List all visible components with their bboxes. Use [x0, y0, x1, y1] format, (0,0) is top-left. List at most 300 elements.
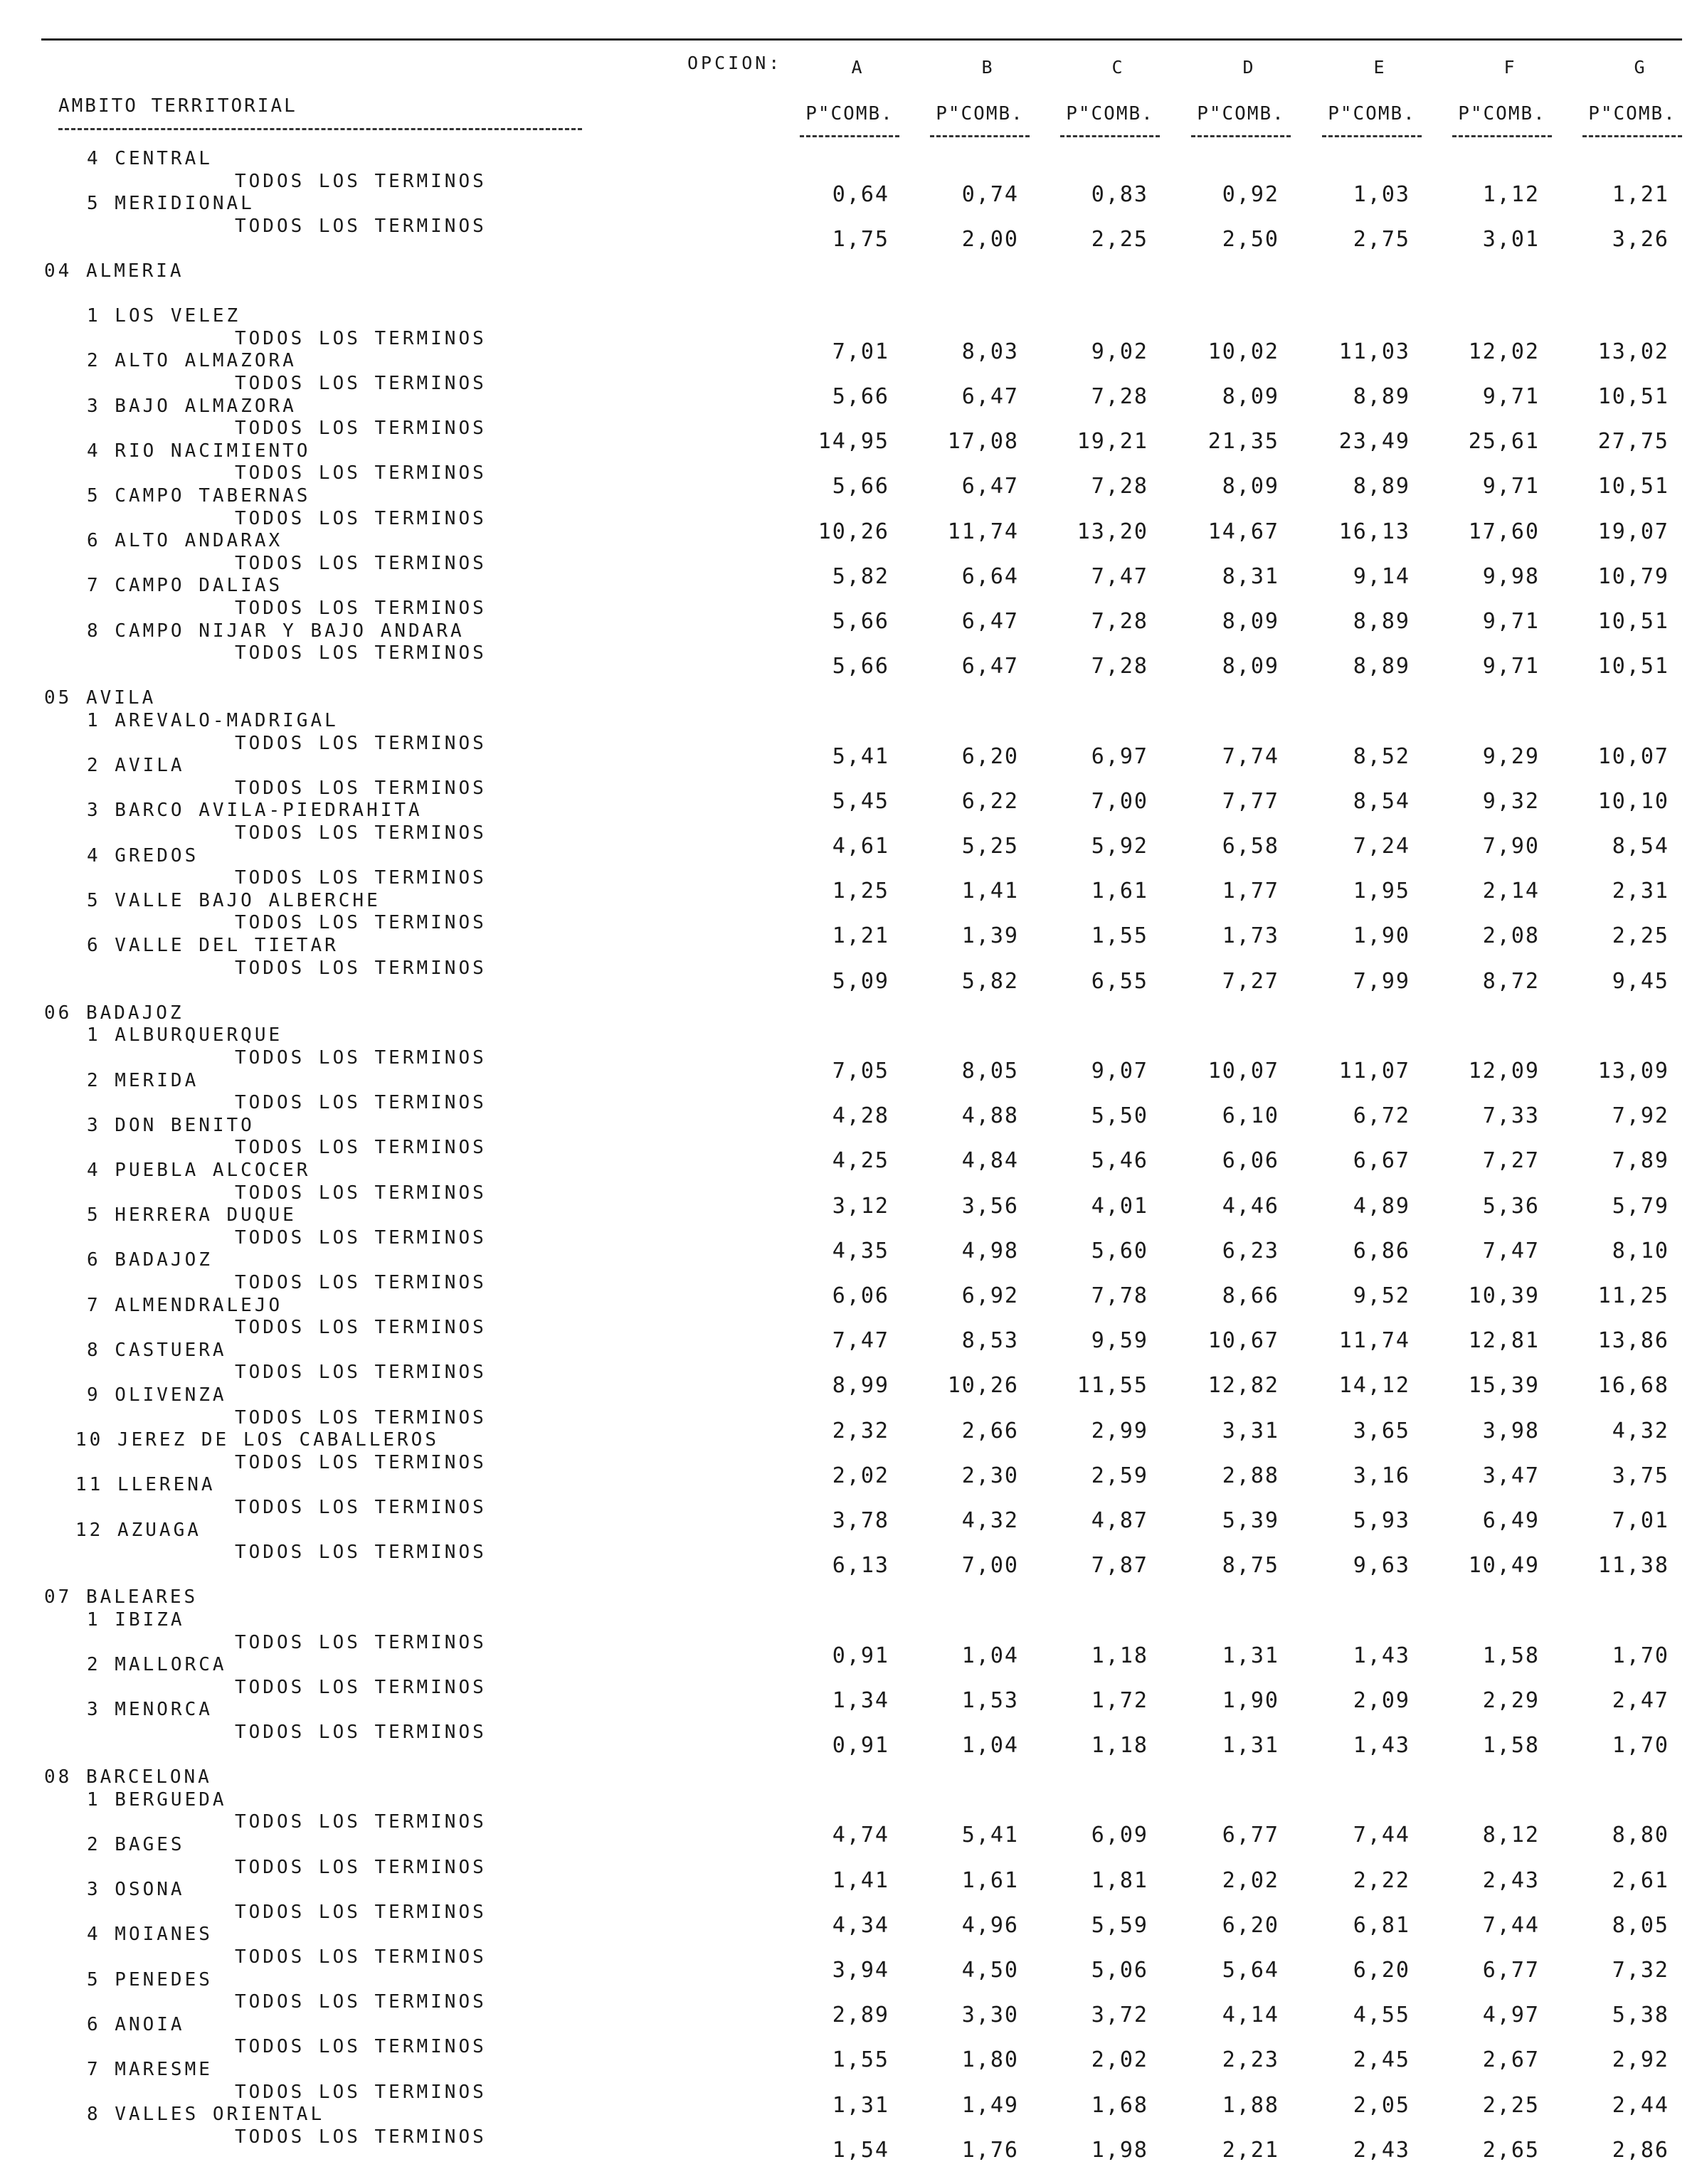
value-cell-b: 8,03 [961, 339, 1019, 364]
column-letter-g: G [1634, 57, 1645, 78]
value-cell-b: 4,32 [961, 1508, 1019, 1533]
value-cell-f: 25,61 [1468, 429, 1540, 454]
value-cell-e: 23,49 [1338, 429, 1410, 454]
province-heading [0, 260, 1702, 289]
column-underline-d [1191, 135, 1291, 137]
value-cell-e: 11,07 [1338, 1059, 1410, 1083]
value-cell-d: 1,73 [1222, 923, 1279, 948]
value-cell-c: 7,00 [1091, 789, 1148, 814]
value-cell-a: 1,31 [832, 2093, 889, 2118]
column-underline-e [1322, 135, 1422, 137]
table-row [0, 642, 1702, 679]
region-name: 8 VALLES ORIENTAL [87, 2104, 325, 2125]
value-cell-f: 15,39 [1468, 1373, 1540, 1398]
value-cell-g: 2,44 [1612, 2093, 1669, 2118]
region-name: 4 MOIANES [87, 1924, 213, 1945]
value-cell-c: 1,68 [1091, 2093, 1148, 2118]
value-cell-d: 8,09 [1222, 474, 1279, 499]
value-cell-a: 0,64 [832, 182, 889, 207]
value-cell-c: 5,06 [1091, 1958, 1148, 1983]
value-cell-b: 1,04 [961, 1643, 1019, 1668]
value-cell-g: 5,79 [1612, 1194, 1669, 1219]
value-cell-b: 11,74 [947, 519, 1019, 544]
column-sub-g: P"COMB. [1588, 103, 1676, 124]
value-cell-f: 10,39 [1468, 1283, 1540, 1308]
terminos-label: TODOS LOS TERMINOS [235, 1902, 487, 1923]
value-cell-f: 3,98 [1482, 1419, 1540, 1443]
value-cell-d: 6,20 [1222, 1913, 1279, 1938]
province-name: 08 BARCELONA [44, 1766, 212, 1788]
value-cell-e: 1,95 [1353, 879, 1410, 903]
value-cell-a: 5,82 [832, 564, 889, 589]
value-cell-f: 1,12 [1482, 182, 1540, 207]
value-cell-b: 6,92 [961, 1283, 1019, 1308]
value-cell-d: 8,09 [1222, 654, 1279, 679]
value-cell-e: 6,81 [1353, 1913, 1410, 1938]
terminos-label: TODOS LOS TERMINOS [235, 328, 487, 349]
region-name: 6 VALLE DEL TIETAR [87, 935, 339, 956]
value-cell-b: 4,96 [961, 1913, 1019, 1938]
value-cell-d: 1,31 [1222, 1643, 1279, 1668]
value-cell-c: 2,25 [1091, 227, 1148, 252]
value-cell-a: 2,89 [832, 2003, 889, 2027]
value-cell-a: 0,91 [832, 1733, 889, 1758]
column-sub-f: P"COMB. [1458, 103, 1546, 124]
value-cell-d: 8,31 [1222, 564, 1279, 589]
value-cell-b: 6,47 [961, 654, 1019, 679]
terminos-label: TODOS LOS TERMINOS [235, 1227, 487, 1249]
value-cell-d: 6,10 [1222, 1103, 1279, 1128]
province-name: 06 BADAJOZ [44, 1002, 184, 1024]
value-cell-d: 4,46 [1222, 1194, 1279, 1219]
value-cell-g: 3,75 [1612, 1463, 1669, 1488]
value-cell-c: 7,87 [1091, 1553, 1148, 1578]
terminos-label: TODOS LOS TERMINOS [235, 2082, 487, 2103]
value-cell-b: 10,26 [947, 1373, 1019, 1398]
value-cell-f: 7,44 [1482, 1913, 1540, 1938]
value-cell-g: 9,45 [1612, 969, 1669, 994]
value-cell-a: 7,01 [832, 339, 889, 364]
value-cell-a: 1,21 [832, 923, 889, 948]
terminos-label: TODOS LOS TERMINOS [235, 642, 487, 664]
value-cell-a: 2,32 [832, 1419, 889, 1443]
value-cell-g: 10,51 [1597, 474, 1669, 499]
value-cell-c: 9,59 [1091, 1328, 1148, 1353]
value-cell-b: 4,84 [961, 1148, 1019, 1173]
value-cell-d: 2,21 [1222, 2138, 1279, 2163]
value-cell-e: 3,65 [1353, 1419, 1410, 1443]
value-cell-e: 6,20 [1353, 1958, 1410, 1983]
value-cell-e: 9,63 [1353, 1553, 1410, 1578]
value-cell-f: 5,36 [1482, 1194, 1540, 1219]
value-cell-a: 1,41 [832, 1868, 889, 1893]
value-cell-f: 2,29 [1482, 1688, 1540, 1713]
value-cell-d: 10,02 [1207, 339, 1279, 364]
column-letter-f: F [1503, 57, 1515, 78]
value-cell-e: 11,03 [1338, 339, 1410, 364]
value-cell-d: 7,77 [1222, 789, 1279, 814]
value-cell-e: 14,12 [1338, 1373, 1410, 1398]
value-cell-d: 14,67 [1207, 519, 1279, 544]
terminos-label: TODOS LOS TERMINOS [235, 1137, 487, 1158]
value-cell-g: 2,86 [1612, 2138, 1669, 2163]
region-name: 12 AZUAGA [75, 1520, 201, 1541]
value-cell-a: 4,25 [832, 1148, 889, 1173]
value-cell-e: 2,09 [1353, 1688, 1410, 1713]
column-sub-b: P"COMB. [936, 103, 1024, 124]
value-cell-b: 6,20 [961, 744, 1019, 769]
value-cell-f: 2,65 [1482, 2138, 1540, 2163]
value-cell-g: 4,32 [1612, 1419, 1669, 1443]
value-cell-e: 2,45 [1353, 2047, 1410, 2072]
terminos-label: TODOS LOS TERMINOS [235, 1811, 487, 1833]
region-name: 5 MERIDIONAL [87, 193, 255, 214]
value-cell-a: 5,66 [832, 609, 889, 634]
value-cell-b: 5,82 [961, 969, 1019, 994]
value-cell-a: 1,54 [832, 2138, 889, 2163]
ambito-underline [58, 128, 582, 130]
value-cell-f: 12,02 [1468, 339, 1540, 364]
value-cell-c: 7,28 [1091, 384, 1148, 409]
value-cell-b: 6,47 [961, 474, 1019, 499]
column-letter-b: B [981, 57, 993, 78]
value-cell-d: 7,27 [1222, 969, 1279, 994]
value-cell-b: 6,47 [961, 609, 1019, 634]
value-cell-c: 9,02 [1091, 339, 1148, 364]
value-cell-b: 5,41 [961, 1823, 1019, 1848]
value-cell-g: 8,10 [1612, 1239, 1669, 1263]
value-cell-f: 8,12 [1482, 1823, 1540, 1848]
value-cell-c: 5,60 [1091, 1239, 1148, 1263]
value-cell-f: 9,71 [1482, 654, 1540, 679]
column-underline-c [1060, 135, 1160, 137]
terminos-label: TODOS LOS TERMINOS [235, 778, 487, 799]
terminos-label: TODOS LOS TERMINOS [235, 1632, 487, 1653]
terminos-label: TODOS LOS TERMINOS [235, 462, 487, 484]
value-cell-g: 7,32 [1612, 1958, 1669, 1983]
region-name: 3 DON BENITO [87, 1115, 255, 1136]
value-cell-c: 6,55 [1091, 969, 1148, 994]
value-cell-e: 6,72 [1353, 1103, 1410, 1128]
region-name: 2 MERIDA [87, 1070, 199, 1091]
region-name: 4 PUEBLA ALCOCER [87, 1160, 311, 1181]
value-cell-a: 7,47 [832, 1328, 889, 1353]
value-cell-f: 17,60 [1468, 519, 1540, 544]
terminos-label: TODOS LOS TERMINOS [235, 598, 487, 619]
terminos-label: TODOS LOS TERMINOS [235, 508, 487, 529]
column-letter-e: E [1373, 57, 1385, 78]
value-cell-e: 4,89 [1353, 1194, 1410, 1219]
value-cell-c: 3,72 [1091, 2003, 1148, 2027]
value-cell-b: 7,00 [961, 1553, 1019, 1578]
value-cell-e: 7,99 [1353, 969, 1410, 994]
value-cell-d: 12,82 [1207, 1373, 1279, 1398]
value-cell-d: 4,14 [1222, 2003, 1279, 2027]
value-cell-e: 1,90 [1353, 923, 1410, 948]
value-cell-f: 6,77 [1482, 1958, 1540, 1983]
value-cell-f: 9,71 [1482, 609, 1540, 634]
value-cell-a: 8,99 [832, 1373, 889, 1398]
terminos-label: TODOS LOS TERMINOS [235, 1047, 487, 1069]
value-cell-f: 6,49 [1482, 1508, 1540, 1533]
value-cell-c: 1,61 [1091, 879, 1148, 903]
terminos-label: TODOS LOS TERMINOS [235, 553, 487, 574]
value-cell-c: 11,55 [1077, 1373, 1148, 1398]
value-cell-a: 5,66 [832, 654, 889, 679]
value-cell-b: 1,41 [961, 879, 1019, 903]
province-name: 05 AVILA [44, 687, 157, 709]
value-cell-g: 10,51 [1597, 609, 1669, 634]
region-name: 1 BERGUEDA [87, 1789, 227, 1811]
value-cell-d: 2,50 [1222, 227, 1279, 252]
region-name: 3 BAJO ALMAZORA [87, 396, 297, 417]
value-cell-a: 1,75 [832, 227, 889, 252]
value-cell-e: 9,14 [1353, 564, 1410, 589]
region-name: 11 LLERENA [75, 1474, 216, 1495]
value-cell-b: 4,88 [961, 1103, 1019, 1128]
value-cell-g: 13,02 [1597, 339, 1669, 364]
value-cell-a: 3,94 [832, 1958, 889, 1983]
value-cell-d: 1,31 [1222, 1733, 1279, 1758]
value-cell-b: 1,76 [961, 2138, 1019, 2163]
value-cell-a: 4,34 [832, 1913, 889, 1938]
value-cell-c: 7,28 [1091, 609, 1148, 634]
value-cell-d: 10,67 [1207, 1328, 1279, 1353]
province-name: 04 ALMERIA [44, 260, 184, 282]
value-cell-d: 21,35 [1207, 429, 1279, 454]
value-cell-g: 2,25 [1612, 923, 1669, 948]
value-cell-c: 2,02 [1091, 2047, 1148, 2072]
value-cell-c: 6,97 [1091, 744, 1148, 769]
region-name: 5 CAMPO TABERNAS [87, 485, 311, 507]
value-cell-d: 8,09 [1222, 384, 1279, 409]
value-cell-f: 7,90 [1482, 834, 1540, 859]
value-cell-d: 7,74 [1222, 744, 1279, 769]
region-name: 3 MENORCA [87, 1699, 213, 1720]
region-name: 10 JEREZ DE LOS CABALLEROS [75, 1429, 439, 1451]
value-cell-g: 7,92 [1612, 1103, 1669, 1128]
region-name: 1 ALBURQUERQUE [87, 1024, 283, 1046]
value-cell-e: 8,54 [1353, 789, 1410, 814]
column-letter-d: D [1242, 57, 1254, 78]
region-name: 3 BARCO AVILA-PIEDRAHITA [87, 800, 423, 821]
value-cell-c: 1,98 [1091, 2138, 1148, 2163]
value-cell-a: 1,34 [832, 1688, 889, 1713]
value-cell-c: 4,87 [1091, 1508, 1148, 1533]
value-cell-g: 2,31 [1612, 879, 1669, 903]
ambito-territorial-label: AMBITO TERRITORIAL [58, 95, 297, 117]
value-cell-e: 2,05 [1353, 2093, 1410, 2118]
value-cell-b: 1,80 [961, 2047, 1019, 2072]
value-cell-d: 5,64 [1222, 1958, 1279, 1983]
value-cell-b: 5,25 [961, 834, 1019, 859]
region-name: 2 AVILA [87, 755, 185, 776]
value-cell-g: 11,38 [1597, 1553, 1669, 1578]
value-cell-b: 2,00 [961, 227, 1019, 252]
column-sub-a: P"COMB. [805, 103, 894, 124]
value-cell-e: 2,43 [1353, 2138, 1410, 2163]
region-name: 5 HERRERA DUQUE [87, 1204, 297, 1226]
table-row [0, 2126, 1702, 2163]
value-cell-g: 2,61 [1612, 1868, 1669, 1893]
opcion-label: OPCION: [687, 53, 783, 73]
terminos-label: TODOS LOS TERMINOS [235, 1722, 487, 1743]
value-cell-c: 5,92 [1091, 834, 1148, 859]
value-cell-f: 1,58 [1482, 1643, 1540, 1668]
region-name: 8 CAMPO NIJAR Y BAJO ANDARA [87, 620, 465, 642]
terminos-label: TODOS LOS TERMINOS [235, 912, 487, 933]
terminos-label: TODOS LOS TERMINOS [235, 2036, 487, 2057]
terminos-label: TODOS LOS TERMINOS [235, 1092, 487, 1113]
value-cell-a: 6,13 [832, 1553, 889, 1578]
region-name: 3 OSONA [87, 1879, 185, 1900]
value-cell-a: 10,26 [818, 519, 889, 544]
terminos-label: TODOS LOS TERMINOS [235, 867, 487, 889]
value-cell-a: 4,28 [832, 1103, 889, 1128]
value-cell-a: 3,12 [832, 1194, 889, 1219]
value-cell-e: 11,74 [1338, 1328, 1410, 1353]
value-cell-d: 6,58 [1222, 834, 1279, 859]
value-cell-d: 1,88 [1222, 2093, 1279, 2118]
value-cell-b: 6,22 [961, 789, 1019, 814]
value-cell-b: 1,53 [961, 1688, 1019, 1713]
value-cell-c: 2,99 [1091, 1419, 1148, 1443]
value-cell-e: 5,93 [1353, 1508, 1410, 1533]
value-cell-c: 7,47 [1091, 564, 1148, 589]
value-cell-g: 8,54 [1612, 834, 1669, 859]
value-cell-e: 6,86 [1353, 1239, 1410, 1263]
value-cell-f: 9,71 [1482, 384, 1540, 409]
value-cell-e: 1,43 [1353, 1643, 1410, 1668]
value-cell-g: 7,89 [1612, 1148, 1669, 1173]
value-cell-f: 9,32 [1482, 789, 1540, 814]
value-cell-e: 4,55 [1353, 2003, 1410, 2027]
value-cell-d: 8,66 [1222, 1283, 1279, 1308]
value-cell-f: 9,98 [1482, 564, 1540, 589]
value-cell-f: 8,72 [1482, 969, 1540, 994]
terminos-label: TODOS LOS TERMINOS [235, 1857, 487, 1878]
value-cell-b: 3,30 [961, 2003, 1019, 2027]
value-cell-g: 10,07 [1597, 744, 1669, 769]
value-cell-d: 0,92 [1222, 182, 1279, 207]
table-row [0, 1722, 1702, 1758]
terminos-label: TODOS LOS TERMINOS [235, 1542, 487, 1563]
value-cell-d: 2,02 [1222, 1868, 1279, 1893]
terminos-label: TODOS LOS TERMINOS [235, 216, 487, 237]
value-cell-c: 7,28 [1091, 474, 1148, 499]
value-cell-a: 5,45 [832, 789, 889, 814]
value-cell-e: 8,89 [1353, 384, 1410, 409]
region-name: 2 BAGES [87, 1834, 185, 1855]
value-cell-e: 7,24 [1353, 834, 1410, 859]
value-cell-b: 1,61 [961, 1868, 1019, 1893]
terminos-label: TODOS LOS TERMINOS [235, 373, 487, 394]
value-cell-d: 2,23 [1222, 2047, 1279, 2072]
province-name: 07 BALEARES [44, 1586, 199, 1608]
value-cell-b: 8,05 [961, 1059, 1019, 1083]
value-cell-d: 8,09 [1222, 609, 1279, 634]
value-cell-e: 8,89 [1353, 654, 1410, 679]
value-cell-a: 0,91 [832, 1643, 889, 1668]
value-cell-g: 1,70 [1612, 1643, 1669, 1668]
value-cell-c: 7,28 [1091, 654, 1148, 679]
value-cell-c: 19,21 [1077, 429, 1148, 454]
value-cell-e: 8,89 [1353, 609, 1410, 634]
value-cell-g: 3,26 [1612, 227, 1669, 252]
terminos-label: TODOS LOS TERMINOS [235, 418, 487, 439]
value-cell-b: 1,04 [961, 1733, 1019, 1758]
region-name: 6 ALTO ANDARAX [87, 530, 283, 551]
value-cell-f: 9,71 [1482, 474, 1540, 499]
value-cell-b: 6,64 [961, 564, 1019, 589]
value-cell-b: 17,08 [947, 429, 1019, 454]
value-cell-a: 1,25 [832, 879, 889, 903]
region-name: 6 BADAJOZ [87, 1249, 213, 1271]
value-cell-d: 8,75 [1222, 1553, 1279, 1578]
value-cell-c: 1,55 [1091, 923, 1148, 948]
value-cell-c: 5,46 [1091, 1148, 1148, 1173]
terminos-label: TODOS LOS TERMINOS [235, 1407, 487, 1428]
terminos-label: TODOS LOS TERMINOS [235, 958, 487, 979]
value-cell-f: 3,01 [1482, 227, 1540, 252]
value-cell-f: 3,47 [1482, 1463, 1540, 1488]
value-cell-d: 10,07 [1207, 1059, 1279, 1083]
value-cell-c: 2,59 [1091, 1463, 1148, 1488]
value-cell-g: 2,92 [1612, 2047, 1669, 2072]
value-cell-c: 9,07 [1091, 1059, 1148, 1083]
terminos-label: TODOS LOS TERMINOS [235, 1946, 487, 1968]
value-cell-c: 1,72 [1091, 1688, 1148, 1713]
value-cell-c: 1,18 [1091, 1733, 1148, 1758]
terminos-label: TODOS LOS TERMINOS [235, 822, 487, 844]
value-cell-g: 2,47 [1612, 1688, 1669, 1713]
column-letter-c: C [1111, 57, 1123, 78]
region-name: 7 MARESME [87, 2059, 213, 2080]
value-cell-a: 7,05 [832, 1059, 889, 1083]
value-cell-g: 11,25 [1597, 1283, 1669, 1308]
column-underline-f [1452, 135, 1552, 137]
column-sub-c: P"COMB. [1066, 103, 1154, 124]
value-cell-g: 1,21 [1612, 182, 1669, 207]
value-cell-a: 1,55 [832, 2047, 889, 2072]
value-cell-g: 10,10 [1597, 789, 1669, 814]
value-cell-g: 19,07 [1597, 519, 1669, 544]
table-row [0, 1542, 1702, 1578]
value-cell-b: 2,66 [961, 1419, 1019, 1443]
value-cell-b: 0,74 [961, 182, 1019, 207]
value-cell-f: 9,29 [1482, 744, 1540, 769]
region-name: 7 ALMENDRALEJO [87, 1295, 283, 1316]
value-cell-d: 5,39 [1222, 1508, 1279, 1533]
table-row [0, 958, 1702, 994]
value-cell-f: 12,81 [1468, 1328, 1540, 1353]
value-cell-b: 6,47 [961, 384, 1019, 409]
region-name: 1 LOS VELEZ [87, 305, 241, 327]
terminos-label: TODOS LOS TERMINOS [235, 1317, 487, 1338]
value-cell-a: 5,66 [832, 474, 889, 499]
value-cell-g: 13,09 [1597, 1059, 1669, 1083]
value-cell-e: 8,52 [1353, 744, 1410, 769]
region-name: 2 ALTO ALMAZORA [87, 350, 297, 371]
value-cell-f: 4,97 [1482, 2003, 1540, 2027]
value-cell-f: 7,33 [1482, 1103, 1540, 1128]
region-name: 4 GREDOS [87, 845, 199, 866]
region-name: 8 CASTUERA [87, 1340, 227, 1361]
value-cell-f: 2,43 [1482, 1868, 1540, 1893]
value-cell-b: 1,39 [961, 923, 1019, 948]
value-cell-a: 6,06 [832, 1283, 889, 1308]
value-cell-a: 2,02 [832, 1463, 889, 1488]
